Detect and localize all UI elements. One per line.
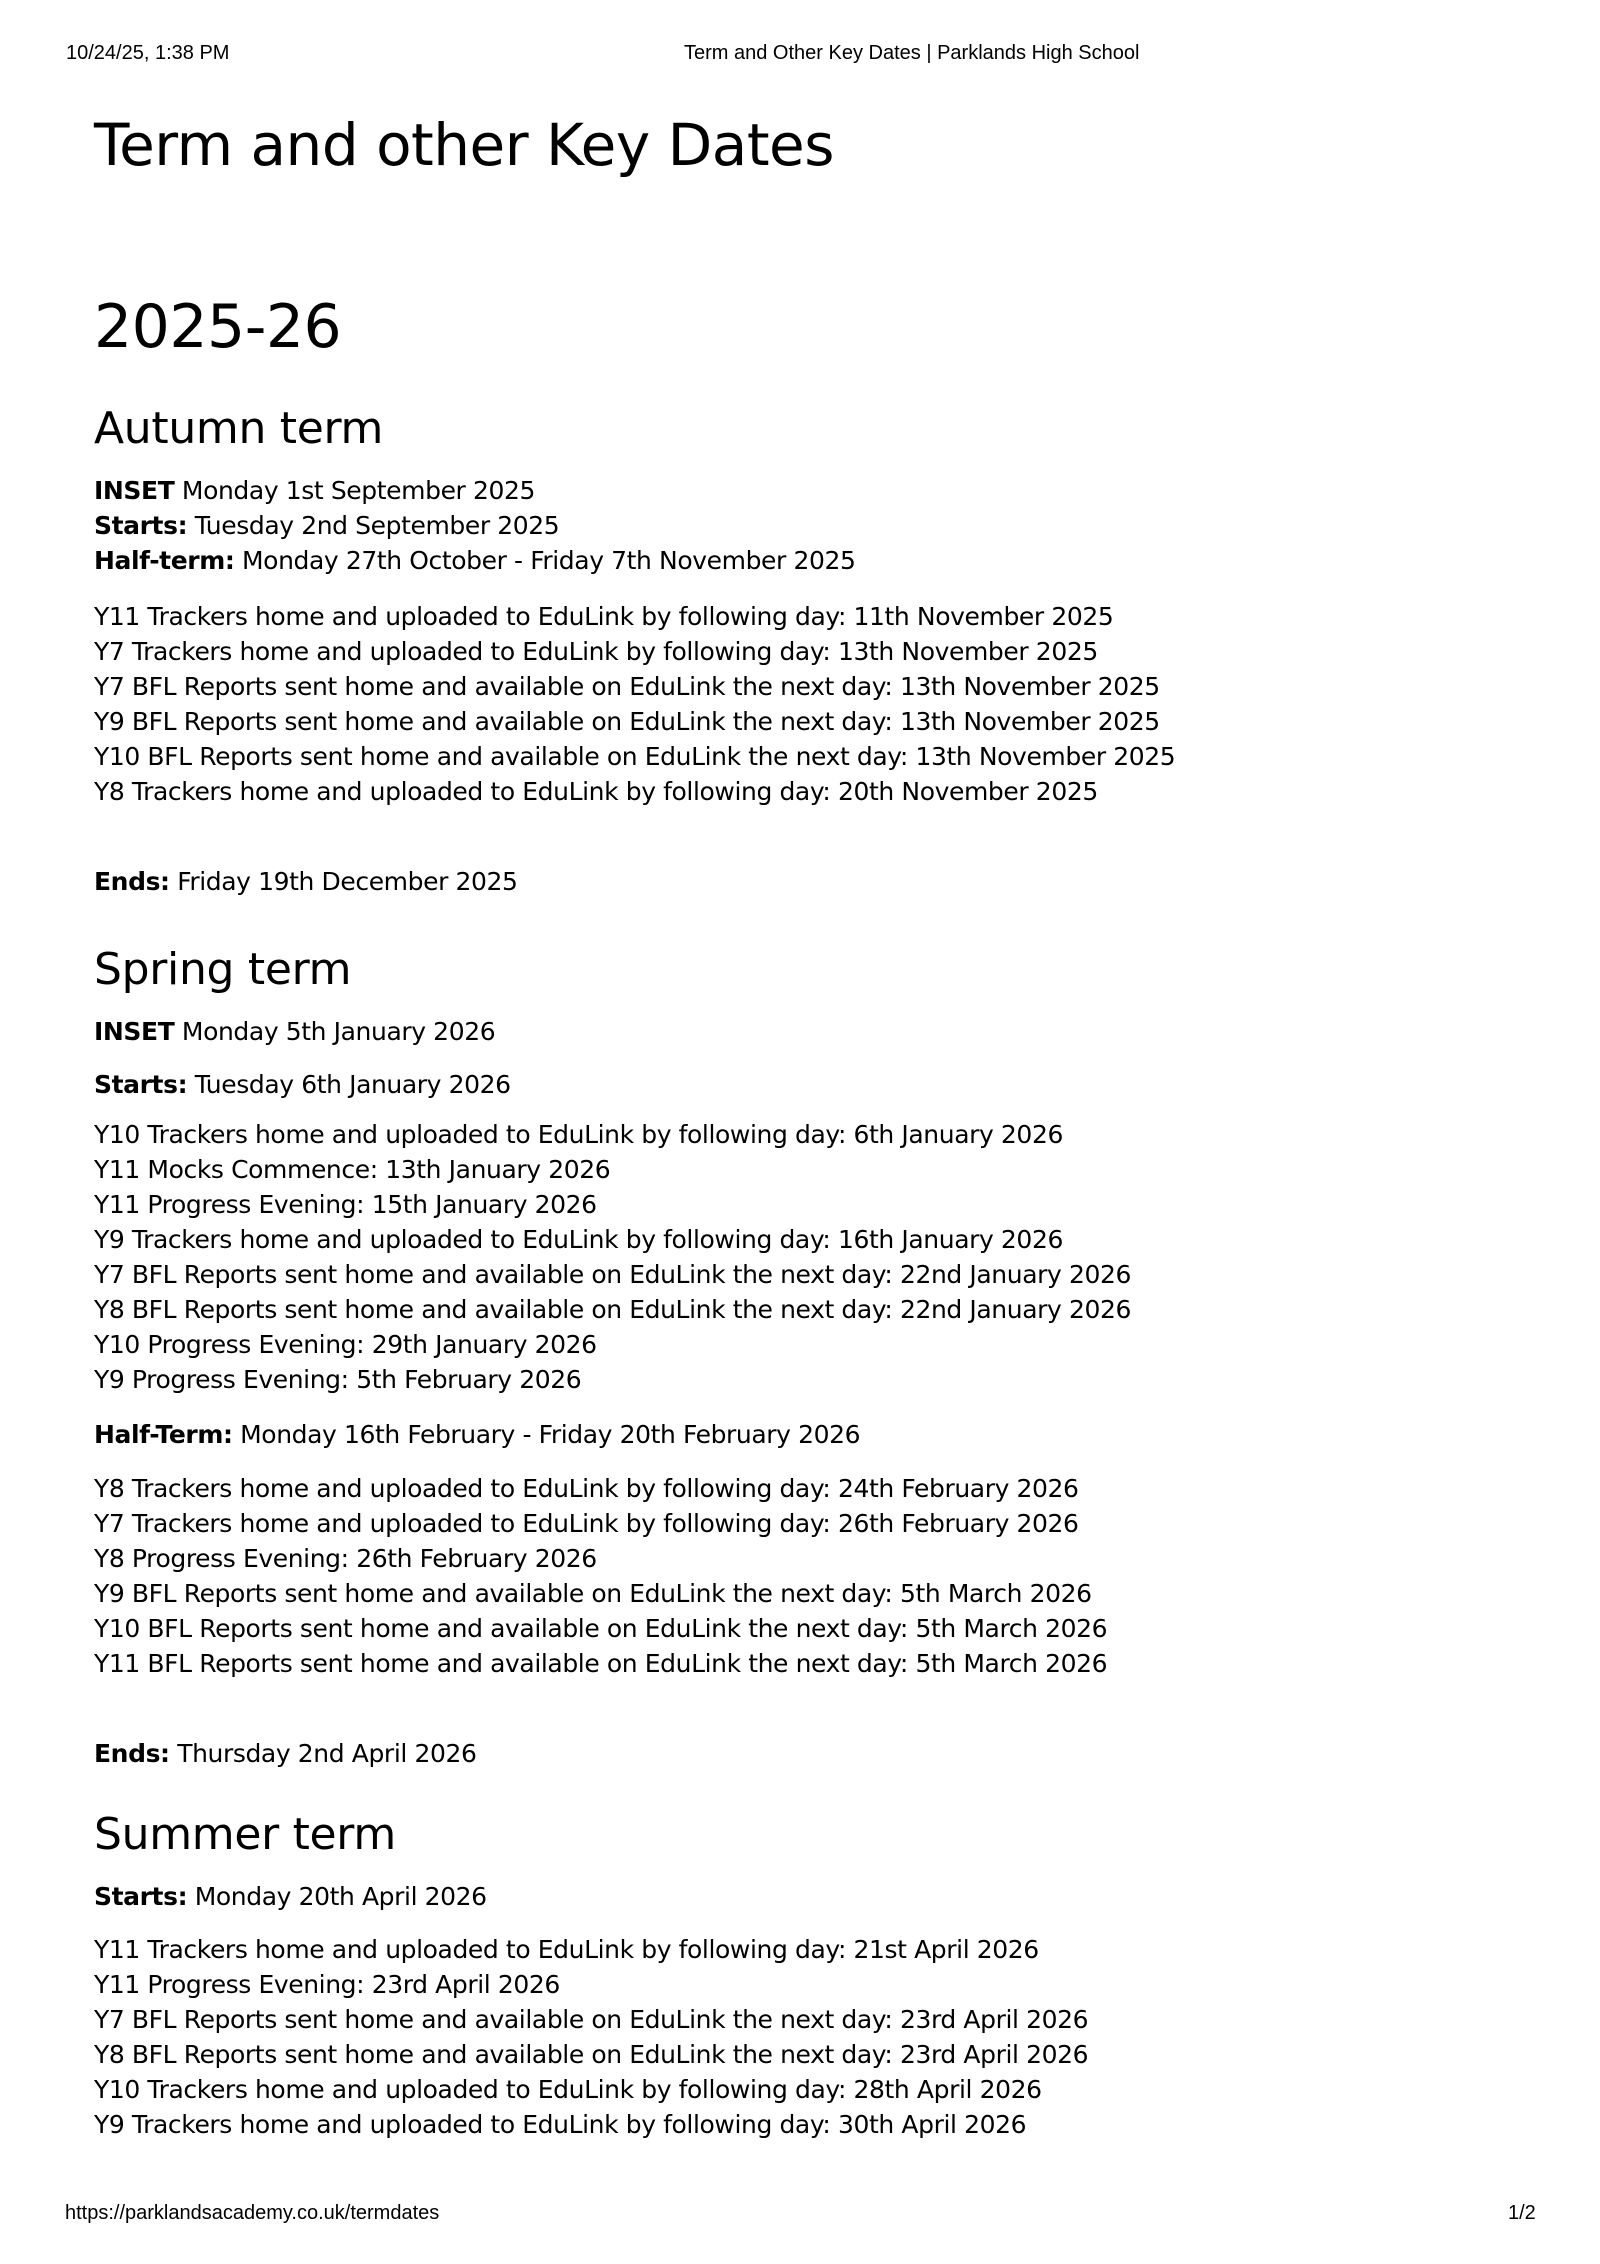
list-item: Y10 BFL Reports sent home and available on EduLink the next day: 13th November 2025 xyxy=(94,742,1176,771)
inset-date: Monday 5th January 2026 xyxy=(174,1017,496,1046)
list-item: Y9 Trackers home and uploaded to EduLink by following day: 16th January 2026 xyxy=(94,1225,1063,1254)
autumn-inset-line xyxy=(94,473,855,508)
list-item: Y8 BFL Reports sent home and available on EduLink the next day: 22nd January 2026 xyxy=(94,1295,1131,1324)
list-item: Y11 Trackers home and uploaded to EduLink by following day: 21st April 2026 xyxy=(94,1935,1039,1964)
list-item: Y9 BFL Reports sent home and available on EduLink the next day: 13th November 2025 xyxy=(94,707,1160,736)
list-item: Y7 Trackers home and uploaded to EduLink by following day: 13th November 2025 xyxy=(94,637,1098,666)
starts-date: Tuesday 2nd September 2025 xyxy=(187,511,560,540)
half-term-dates: Monday 16th February - Friday 20th February 2026 xyxy=(232,1420,861,1449)
inset-date: Monday 1st September 2025 xyxy=(174,476,535,505)
list-item: Y11 Mocks Commence: 13th January 2026 xyxy=(94,1155,611,1184)
print-header-title: Term and Other Key Dates | Parklands High School xyxy=(684,42,1140,64)
autumn-term-heading: Autumn term xyxy=(94,403,384,454)
list-item: Y8 Progress Evening: 26th February 2026 xyxy=(94,1544,597,1573)
spring-term-heading: Spring term xyxy=(94,944,352,995)
list-item: Y10 Progress Evening: 29th January 2026 xyxy=(94,1330,597,1359)
list-item: Y10 BFL Reports sent home and available on EduLink the next day: 5th March 2026 xyxy=(94,1614,1108,1643)
summer-starts-line xyxy=(94,1879,487,1914)
list-item: Y11 Trackers home and uploaded to EduLink by following day: 11th November 2025 xyxy=(94,602,1114,631)
autumn-starts-line xyxy=(94,508,855,543)
ends-label: Ends: xyxy=(94,1739,170,1768)
spring-half-term-line xyxy=(94,1417,860,1452)
list-item: Y10 Trackers home and uploaded to EduLink by following day: 6th January 2026 xyxy=(94,1120,1063,1149)
list-item: Y8 Trackers home and uploaded to EduLink by following day: 20th November 2025 xyxy=(94,777,1098,806)
list-item: Y11 Progress Evening: 23rd April 2026 xyxy=(94,1970,560,1999)
list-item: Y11 BFL Reports sent home and available on EduLink the next day: 5th March 2026 xyxy=(94,1649,1108,1678)
starts-date: Tuesday 6th January 2026 xyxy=(187,1070,511,1099)
ends-label: Ends: xyxy=(94,867,170,896)
spring-events-list-after-half-term xyxy=(94,1471,1107,1681)
list-item: Y10 Trackers home and uploaded to EduLink by following day: 28th April 2026 xyxy=(94,2075,1042,2104)
inset-label: INSET xyxy=(94,476,175,505)
list-item: Y7 BFL Reports sent home and available on EduLink the next day: 22nd January 2026 xyxy=(94,1260,1131,1289)
half-term-label: Half-term: xyxy=(94,546,235,575)
spring-starts-line xyxy=(94,1067,511,1102)
half-term-label: Half-Term: xyxy=(94,1420,233,1449)
half-term-dates: Monday 27th October - Friday 7th November 2025 xyxy=(234,546,856,575)
starts-label: Starts: xyxy=(94,1070,188,1099)
list-item: Y8 BFL Reports sent home and available on EduLink the next day: 23rd April 2026 xyxy=(94,2040,1089,2069)
autumn-events-list xyxy=(94,599,1175,809)
autumn-ends-line xyxy=(94,864,518,899)
starts-label: Starts: xyxy=(94,511,188,540)
starts-label: Starts: xyxy=(94,1882,188,1911)
list-item: Y9 Progress Evening: 5th February 2026 xyxy=(94,1365,582,1394)
inset-label: INSET xyxy=(94,1017,175,1046)
list-item: Y7 BFL Reports sent home and available on EduLink the next day: 13th November 2025 xyxy=(94,672,1160,701)
list-item: Y7 BFL Reports sent home and available on EduLink the next day: 23rd April 2026 xyxy=(94,2005,1089,2034)
ends-date: Friday 19th December 2025 xyxy=(169,867,518,896)
page-title: Term and other Key Dates xyxy=(94,111,834,179)
summer-term-heading: Summer term xyxy=(94,1809,396,1860)
print-header-datetime: 10/24/25, 1:38 PM xyxy=(66,42,230,64)
academic-year-heading: 2025-26 xyxy=(94,292,342,362)
spring-ends-line xyxy=(94,1736,476,1771)
list-item: Y11 Progress Evening: 15th January 2026 xyxy=(94,1190,597,1219)
list-item: Y7 Trackers home and uploaded to EduLink by following day: 26th February 2026 xyxy=(94,1509,1079,1538)
list-item: Y8 Trackers home and uploaded to EduLink by following day: 24th February 2026 xyxy=(94,1474,1079,1503)
spring-inset-line xyxy=(94,1014,495,1049)
print-footer-page-number: 1/2 xyxy=(1508,2202,1536,2224)
print-footer-url: https://parklandsacademy.co.uk/termdates xyxy=(65,2202,440,2224)
summer-events-list xyxy=(94,1932,1088,2142)
autumn-key-dates xyxy=(94,473,855,578)
autumn-half-term-line xyxy=(94,543,855,578)
list-item: Y9 Trackers home and uploaded to EduLink by following day: 30th April 2026 xyxy=(94,2110,1027,2139)
list-item: Y9 BFL Reports sent home and available on EduLink the next day: 5th March 2026 xyxy=(94,1579,1092,1608)
spring-events-list-before-half-term xyxy=(94,1117,1131,1397)
starts-date: Monday 20th April 2026 xyxy=(187,1882,487,1911)
ends-date: Thursday 2nd April 2026 xyxy=(169,1739,477,1768)
